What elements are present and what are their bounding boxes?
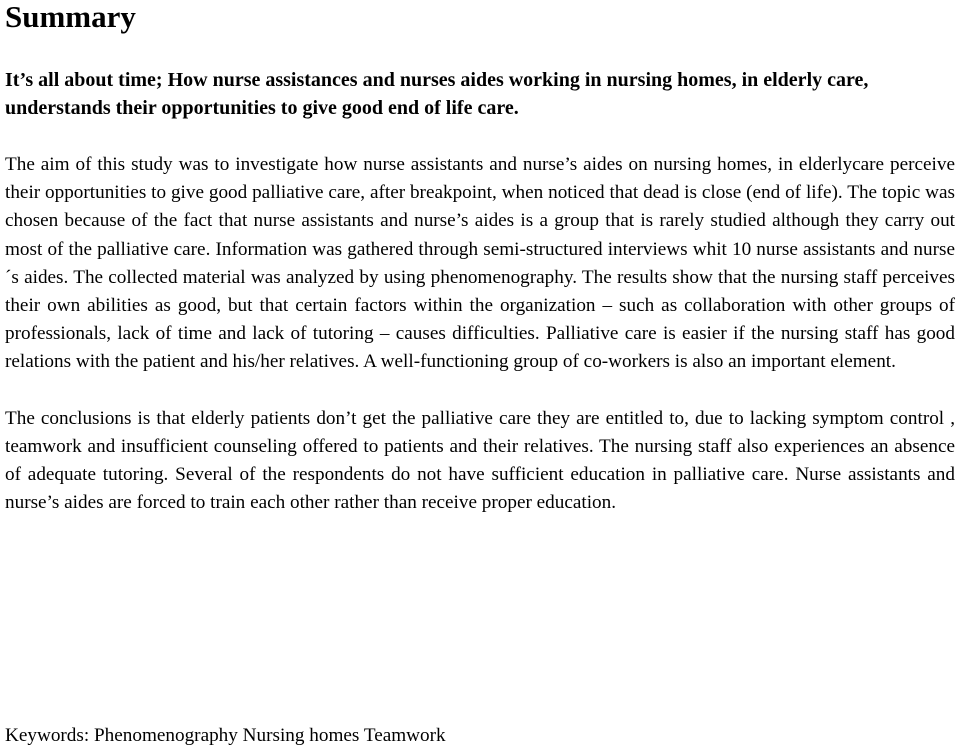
- keywords-line: Keywords: Phenomenography Nursing homes Teamwork: [5, 725, 446, 746]
- summary-paragraph-aim: The aim of this study was to investigate how nurse assistants and nurse’s aides on nursing homes, in elderlycare perceive their opportunities to give good palliative care, after breakpoint, when noticed that dead is close (end of life). The topic was chosen because of the fact that nurse assistants and nurse’s aides is a group that is rarely studied although they carry out most of the palliative care. Information was gathered through semi-structured interviews whit 10 nurse assistants and nurse´s aides. The collected material was analyzed by using phenomenography. The results show that the nursing staff perceives their own abilities as good, but that certain factors within the organization – such as collaboration with other groups of professionals, lack of time and lack of tutoring – causes difficulties. Palliative care is easier if the nursing staff has good relations with the patient and his/her relatives. A well-functioning group of co-workers is also an important element.: [5, 154, 955, 373]
- summary-paragraph-conclusions: The conclusions is that elderly patients don’t get the palliative care they are entitled to, due to lacking symptom control , teamwork and insufficient counseling offered to patients and their relatives. The nursing staff also experiences an absence of adequate tutoring. Several of the respondents do not have sufficient education in palliative care. Nurse assistants and nurse’s aides are forced to train each other rather than receive proper education.: [5, 407, 955, 514]
- document-page: [5, 0, 955, 746]
- document-subtitle: It’s all about time; How nurse assistances and nurses aides working in nursing homes, in elderly care, understands their opportunities to give good end of life care.: [5, 69, 869, 119]
- page-title: Summary: [5, 0, 136, 34]
